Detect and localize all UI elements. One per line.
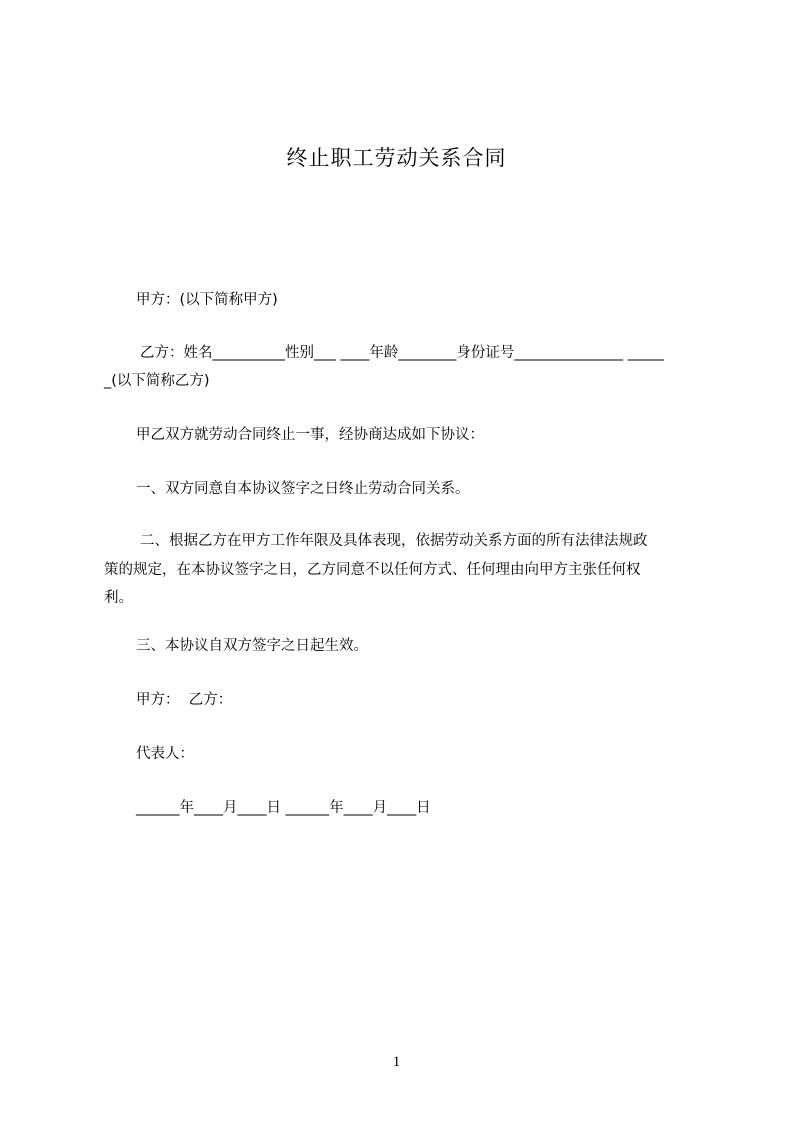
party-b-line-continued: _(以下简称乙方)	[104, 373, 210, 389]
party-a-line: 甲方：(以下简称甲方)	[136, 292, 278, 308]
preamble: 甲乙双方就劳动合同终止一事，经协商达成如下协议：	[136, 427, 484, 443]
party-b-line: 乙方：姓名__________性别___ ____年龄________身份证号_______________ _____	[140, 345, 664, 361]
signature-parties: 甲方： 乙方：	[136, 692, 233, 708]
clause-2	[104, 527, 648, 613]
page-number: 1	[392, 1054, 401, 1070]
clause-2-row: 二、根据乙方在甲方工作年限及具体表现，依据劳动关系方面的所有法律法规政	[140, 533, 648, 549]
clause-3: 三、本协议自双方签字之日起生效。	[136, 638, 368, 654]
representative-label: 代表人：	[136, 746, 194, 762]
clause-1: 一、双方同意自本协议签字之日终止劳动合同关系。	[136, 481, 470, 497]
clause-2-row: 策的规定，在本协议签字之日，乙方同意不以任何方式、任何理由向甲方主张任何权	[104, 561, 641, 578]
page-title: 终止职工劳动关系合同	[286, 146, 507, 170]
signature-dates: ______年____月____日 ______年____月____日	[136, 800, 431, 816]
clause-2-row: 利。	[104, 590, 133, 606]
